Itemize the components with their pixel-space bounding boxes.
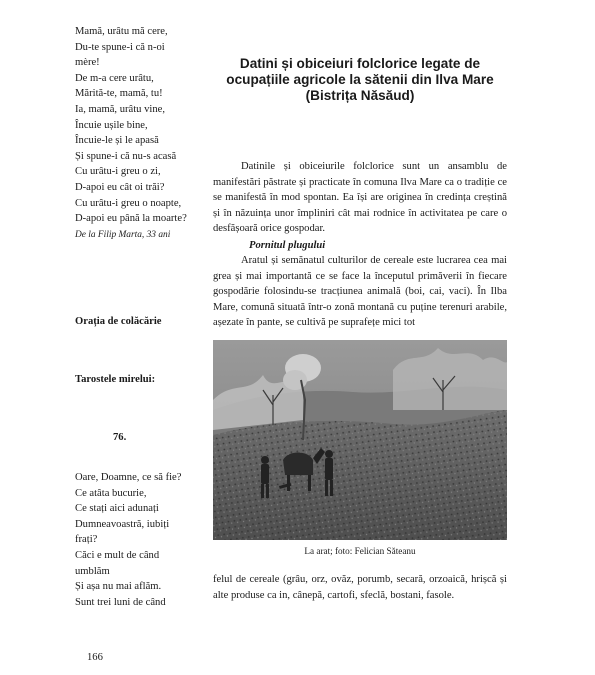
- poem-line: frați?: [75, 534, 98, 546]
- poem-attribution: De la Filip Marta, 33 ani: [75, 230, 171, 240]
- tarostele-heading: Tarostele mirelui:: [75, 374, 156, 385]
- poem-line: Mamă, urâtu mă cere,: [75, 26, 168, 37]
- poem-line: Dumneavoastră, iubiți: [75, 518, 170, 530]
- poem-line: umblăm: [75, 565, 110, 577]
- poem-left-column: [75, 24, 203, 227]
- poem-second-column: [75, 470, 205, 610]
- poem-line: D-apoi eu cât oi trăi?: [75, 181, 165, 193]
- photo-caption: La arat; foto: Felician Săteanu: [304, 546, 416, 556]
- poem-line: Sunt trei luni de când: [75, 596, 166, 608]
- article-paragraph-intro: Datinile și obiceiurile folclorice sunt un ansamblu de manifestări păstrate și practicate în comuna Ilva Mare ca o tradiție ce se manifestă în mod spontan. Ea își are originea în credința creștină și în năzuința unor împliniri cât mai rodnice în activitatea pe care o desfășoară orice gospodar.: [213, 161, 507, 234]
- poem-line: De m-a cere urâtu,: [75, 72, 154, 84]
- section-subheading: Pornitul plugului: [249, 240, 326, 251]
- section-number: 76.: [113, 432, 127, 443]
- poem-line: D-apoi eu până la moarte?: [75, 213, 187, 225]
- poem-line: Încuie-le și le apasă: [75, 135, 159, 147]
- article-paragraph-plowing: Aratul și semănatul culturilor de cereale este lucrarea cea mai grea și mai importantă ce se face la începutul primăverii în fiecare gospodărie folosindu-se tracțiunea animală (boi, cai, vaci). În Ilba Mare, comună situată într-o zonă montană cu puține terenuri arabile, așezate în pante, se cultivă pe suprafețe mici tot: [213, 255, 507, 328]
- poem-line: Ce atâta bucurie,: [75, 487, 147, 499]
- poem-line: Cu urâtu-i greu o zi,: [75, 166, 161, 178]
- poem-line: Du-te spune-i că n-oi: [75, 41, 165, 53]
- page-number: 166: [87, 652, 103, 663]
- poem-line: Căci e mult de când: [75, 549, 160, 561]
- poem-line: Oare, Doamne, ce să fie?: [75, 472, 182, 483]
- article-title: Datini și obiceiuri folclorice legate de ocupațiile agricole la sătenii din Ilva Mare (Bistrița Năsăud): [226, 56, 494, 103]
- poem-line: Mărită-te, mamă, tu!: [75, 88, 163, 100]
- poem-line: Și spune-i că nu-s acasă: [75, 150, 177, 162]
- poem-line: Și așa nu mai aflăm.: [75, 581, 162, 593]
- poem-line: mère!: [75, 57, 100, 69]
- oratia-heading: Orația de colăcărie: [75, 316, 162, 327]
- plowing-photo: [213, 340, 507, 540]
- poem-line: Cu urâtu-i greu o noapte,: [75, 197, 182, 209]
- article-paragraph-crops: felul de cereale (grâu, orz, ovăz, porumb, secară, orzoaică, hrișcă și alte produse ca in, cânepă, cartofi, sfeclă, bostani, fasole.: [213, 574, 507, 601]
- poem-line: Ce stați aici adunați: [75, 503, 159, 515]
- poem-line: Încuie ușile bine,: [75, 119, 148, 131]
- poem-line: Ia, mamă, urâtu vine,: [75, 103, 166, 115]
